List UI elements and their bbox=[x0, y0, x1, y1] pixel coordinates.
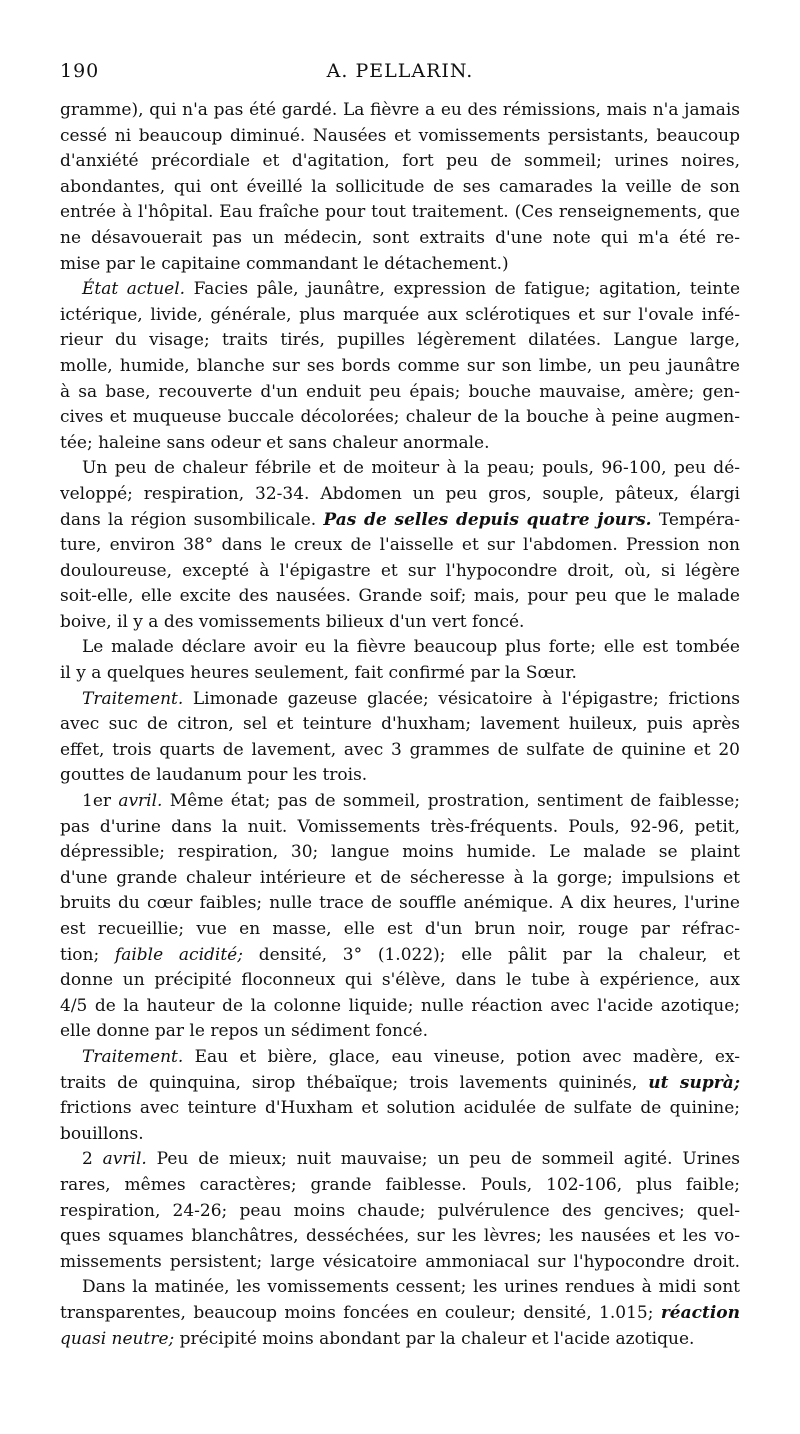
running-head: A. PELLARIN. bbox=[326, 60, 474, 82]
line-text: Peu de mieux; nuit mauvaise; un peu de sommeil agité. Urines bbox=[146, 1149, 740, 1170]
text-line bbox=[60, 98, 740, 124]
text-line bbox=[60, 738, 740, 764]
line-text: ictérique, livide, générale, plus marquée aux sclérotiques et sur l'ovale infé- bbox=[60, 304, 740, 325]
line-text: elle donne par le repos un sédiment foncé. bbox=[60, 1021, 428, 1042]
text-line bbox=[60, 1045, 740, 1071]
text-line bbox=[60, 1199, 740, 1225]
italic-heading: État actuel. bbox=[82, 279, 186, 300]
line-text: entrée à l'hôpital. Eau fraîche pour tout traitement. (Ces renseignements, que bbox=[60, 202, 740, 223]
text-line bbox=[60, 200, 740, 226]
text-line bbox=[60, 789, 740, 815]
line-tail: Tempéra- bbox=[651, 509, 740, 530]
text-line bbox=[60, 687, 740, 713]
line-text: gramme), qui n'a pas été gardé. La fièvre a eu des rémissions, mais n'a jamais bbox=[60, 100, 740, 120]
line-text: Même état; pas de sommeil, prostration, sentiment de faiblesse; bbox=[162, 791, 740, 812]
line-text: il y a quelques heures seulement, fait confirmé par la Sœur. bbox=[60, 663, 577, 684]
text-line bbox=[60, 1173, 740, 1199]
text-line bbox=[60, 533, 740, 559]
text-line bbox=[60, 1122, 740, 1148]
body-text bbox=[60, 98, 740, 1352]
line-text: tion; bbox=[60, 944, 115, 965]
line-text: abondantes, qui ont éveillé la sollicitude de ses camarades la veille de son bbox=[60, 176, 740, 197]
line-text: tée; haleine sans odeur et sans chaleur anormale. bbox=[60, 432, 490, 453]
line-text: cives et muqueuse buccale décolorées; chaleur de la bouche à peine augmen- bbox=[60, 407, 740, 428]
text-line bbox=[60, 508, 740, 534]
line-text: traits de quinquina, sirop thébaïque; trois lavements quininés, bbox=[60, 1072, 649, 1093]
line-text: boive, il y a des vomissements bilieux d'un vert foncé. bbox=[60, 611, 525, 632]
text-line bbox=[60, 303, 740, 329]
text-line bbox=[60, 610, 740, 636]
line-text: avec suc de citron, sel et teinture d'huxham; lavement huileux, puis après bbox=[60, 714, 740, 735]
line-text: Limonade gazeuse glacée; vésicatoire à l'épigastre; frictions bbox=[183, 688, 740, 709]
text-line bbox=[60, 456, 740, 482]
text-line bbox=[60, 1096, 740, 1122]
text-line bbox=[60, 431, 740, 457]
line-text: ture, environ 38° dans le creux de l'aisselle et sur l'abdomen. Pression non bbox=[60, 535, 740, 556]
page-number: 190 bbox=[60, 60, 100, 82]
text-line bbox=[60, 277, 740, 303]
emphasis: réaction bbox=[660, 1302, 740, 1323]
line-text: d'anxiété précordiale et d'agitation, fort peu de sommeil; urines noires, bbox=[60, 151, 740, 172]
line-text: molle, humide, blanche sur ses bords comme sur son limbe, un peu jaunâtre bbox=[60, 355, 740, 376]
line-text: Le malade déclare avoir eu la fièvre beaucoup plus forte; elle est tombée bbox=[82, 637, 740, 658]
text-line bbox=[60, 635, 740, 661]
text-line bbox=[60, 1301, 740, 1327]
line-text: ne désavouerait pas un médecin, sont extraits d'une note qui m'a été re- bbox=[60, 227, 740, 248]
line-text: soit-elle, elle excite des nausées. Grande soif; mais, pour peu que le malade bbox=[60, 586, 740, 607]
line-text: transparentes, beaucoup moins foncées en couleur; densité, 1.015; bbox=[60, 1302, 661, 1323]
text-line bbox=[60, 661, 740, 687]
text-line bbox=[60, 482, 740, 508]
text-line bbox=[60, 840, 740, 866]
italic-heading: Traitement. bbox=[82, 688, 184, 709]
line-tail: densité, 3° (1.022); elle pâlit par la chaleur, et bbox=[242, 944, 740, 965]
text-line bbox=[60, 1250, 740, 1276]
line-text: frictions avec teinture d'Huxham et solution acidulée de sulfate de quinine; bbox=[60, 1098, 740, 1119]
text-line bbox=[60, 994, 740, 1020]
line-text: ques squames blanchâtres, desséchées, sur les lèvres; les nausées et les vo- bbox=[60, 1226, 740, 1247]
text-line bbox=[60, 1224, 740, 1250]
text-line bbox=[60, 712, 740, 738]
line-text: bouillons. bbox=[60, 1123, 144, 1144]
text-line bbox=[60, 559, 740, 585]
italic-heading: avril. bbox=[118, 791, 163, 812]
text-line bbox=[60, 1327, 740, 1353]
line-text: respiration, 24-26; peau moins chaude; pulvérulence des gencives; quel- bbox=[60, 1200, 740, 1221]
text-line bbox=[60, 175, 740, 201]
italic-phrase: faible acidité; bbox=[114, 944, 243, 965]
line-text: gouttes de laudanum pour les trois. bbox=[60, 765, 368, 786]
line-text: bruits du cœur faibles; nulle trace de souffle anémique. A dix heures, l'urine bbox=[60, 893, 740, 914]
text-line bbox=[60, 1019, 740, 1045]
line-text: dépressible; respiration, 30; langue moins humide. Le malade se plaint bbox=[60, 842, 740, 863]
line-text: précipité moins abondant par la chaleur et l'acide azotique. bbox=[174, 1328, 695, 1349]
italic-heading: quasi neutre; bbox=[60, 1328, 175, 1349]
line-text: Dans la matinée, les vomissements cessent; les urines rendues à midi sont bbox=[82, 1277, 740, 1298]
line-text: donne un précipité floconneux qui s'élève, dans le tube à expérience, aux bbox=[60, 970, 740, 991]
line-text: 4/5 de la hauteur de la colonne liquide; nulle réaction avec l'acide azotique; bbox=[60, 995, 740, 1016]
line-text: est recueillie; vue en masse, elle est d'un brun noir, rouge par réfrac- bbox=[60, 919, 740, 939]
italic-heading: avril. bbox=[102, 1149, 147, 1170]
text-line bbox=[60, 328, 740, 354]
page-header bbox=[60, 60, 740, 92]
emphasis: ut suprà; bbox=[648, 1072, 740, 1093]
text-line bbox=[60, 405, 740, 431]
text-line bbox=[60, 917, 740, 943]
line-text: Facies pâle, jaunâtre, expression de fatigue; agitation, teinte bbox=[185, 279, 740, 300]
text-line bbox=[60, 1071, 740, 1097]
line-text: pas d'urine dans la nuit. Vomissements très-fréquents. Pouls, 92-96, petit, bbox=[60, 816, 740, 837]
emphasis: Pas de selles depuis quatre jours. bbox=[323, 509, 652, 530]
line-text: dans la région susombilicale. bbox=[60, 509, 324, 530]
line-text: veloppé; respiration, 32-34. Abdomen un peu gros, souple, pâteux, élargi bbox=[60, 483, 740, 504]
text-line bbox=[60, 968, 740, 994]
line-text: effet, trois quarts de lavement, avec 3 grammes de sulfate de quinine et 20 bbox=[60, 739, 740, 760]
text-line bbox=[60, 584, 740, 610]
line-text: rieur du visage; traits tirés, pupilles légèrement dilatées. Langue large, bbox=[60, 330, 740, 351]
text-line bbox=[60, 866, 740, 892]
text-line bbox=[60, 149, 740, 175]
text-line bbox=[60, 891, 740, 917]
line-text: Eau et bière, glace, eau vineuse, potion avec madère, ex- bbox=[183, 1046, 740, 1067]
line-text: douloureuse, excepté à l'épigastre et sur l'hypocondre droit, où, si légère bbox=[60, 560, 740, 581]
line-text: mise par le capitaine commandant le détachement.) bbox=[60, 253, 509, 274]
text-line bbox=[60, 124, 740, 150]
line-text: Un peu de chaleur fébrile et de moiteur à la peau; pouls, 96-100, peu dé- bbox=[82, 458, 740, 479]
line-text: d'une grande chaleur intérieure et de sécheresse à la gorge; impulsions et bbox=[60, 867, 740, 888]
text-line bbox=[60, 1147, 740, 1173]
text-line bbox=[60, 226, 740, 252]
line-prefix: 2 bbox=[82, 1149, 103, 1170]
text-line bbox=[60, 380, 740, 406]
text-line bbox=[60, 815, 740, 841]
text-line bbox=[60, 943, 740, 969]
line-text: à sa base, recouverte d'un enduit peu épais; bouche mauvaise, amère; gen- bbox=[60, 381, 740, 402]
text-line bbox=[60, 763, 740, 789]
italic-heading: Traitement. bbox=[82, 1046, 184, 1067]
line-text: rares, mêmes caractères; grande faiblesse. Pouls, 102-106, plus faible; bbox=[60, 1174, 740, 1195]
text-line bbox=[60, 354, 740, 380]
line-prefix: 1er bbox=[82, 791, 119, 812]
line-text: missements persistent; large vésicatoire ammoniacal sur l'hypocondre droit. bbox=[60, 1251, 740, 1272]
text-line bbox=[60, 252, 740, 278]
text-line bbox=[60, 1275, 740, 1301]
line-text: cessé ni beaucoup diminué. Nausées et vomissements persistants, beaucoup bbox=[60, 125, 740, 146]
